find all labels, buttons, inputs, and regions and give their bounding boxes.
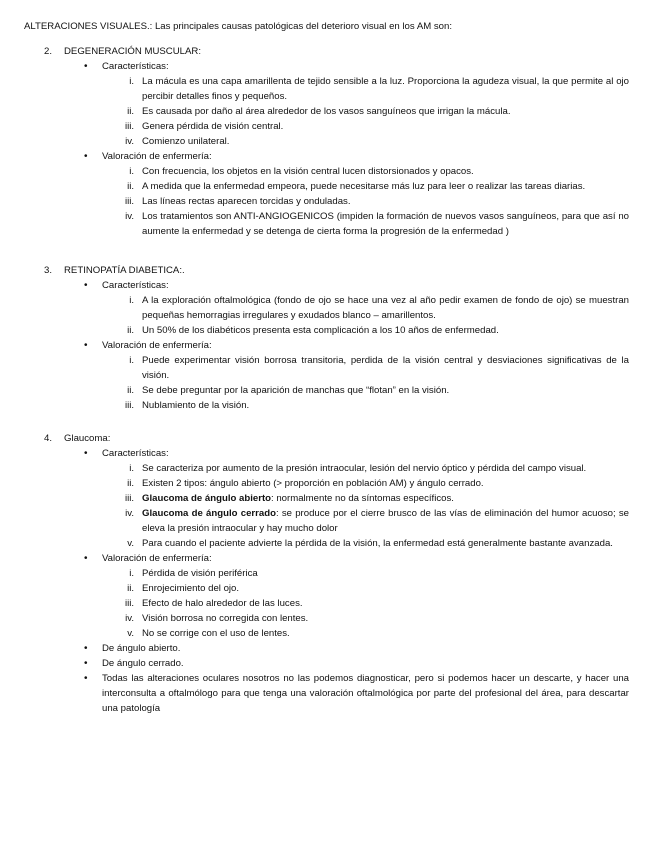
bullet-icon: • <box>84 151 88 162</box>
list-item: iv. Visión borrosa no corregida con lentes. <box>125 613 309 624</box>
section-title <box>0 44 655 59</box>
list-item: i. La mácula es una capa amarillenta de tejido sensible a la luz. Proporciona la agudeza visual, la que permite al ojo percibir detalles finos y pequeños. <box>129 76 629 102</box>
list-item: iii. Las líneas rectas aparecen torcidas y onduladas. <box>124 196 351 207</box>
list-item: ii. Enrojecimiento del ojo. <box>127 583 240 594</box>
section-title-text: RETINOPATÍA DIABETICA:. <box>64 265 185 276</box>
list-valoracion <box>0 353 655 413</box>
section-title <box>0 263 655 278</box>
section-retinopatia <box>0 263 655 413</box>
bullet-icon: • <box>84 340 88 351</box>
section-number: 3. <box>44 265 53 276</box>
section-number: 4. <box>44 433 53 444</box>
list-item: iii. Efecto de halo alrededor de las luces. <box>124 598 303 609</box>
list-caracteristicas <box>0 461 655 551</box>
intro-line: ALTERACIONES VISUALES.: Las principales causas patológicas del deterioro visual en los AM son: <box>24 21 453 32</box>
bullet-valoracion: • Valoración de enfermería: <box>84 553 212 564</box>
bullet-angulo-cerrado: • De ángulo cerrado. <box>84 658 184 669</box>
bullet-caracteristicas: • Características: <box>84 61 169 72</box>
section-number: 2. <box>44 46 53 57</box>
list-item: iii. Genera pérdida de visión central. <box>124 121 284 132</box>
bullet-caracteristicas: • Características: <box>84 448 169 459</box>
bullet-icon: • <box>84 553 88 564</box>
bullet-angulo-abierto: • De ángulo abierto. <box>84 643 181 654</box>
section-title <box>0 431 655 446</box>
list-item: ii. Es causada por daño al área alrededor de los vasos sanguíneos que irrigan la mácula. <box>127 106 511 117</box>
list-valoracion <box>0 164 655 239</box>
bullet-icon: • <box>84 280 88 291</box>
list-item: iii. Glaucoma de ángulo abierto: normalmente no da síntomas específicos. <box>124 493 454 504</box>
list-item: ii. A medida que la enfermedad empeora, puede necesitarse más luz para leer o realizar las tareas diarias. <box>127 181 586 192</box>
list-caracteristicas <box>0 74 655 149</box>
section-degeneracion <box>0 44 655 239</box>
bullet-icon: • <box>84 448 88 459</box>
bullet-caracteristicas: • Características: <box>84 280 169 291</box>
bullet-valoracion: • Valoración de enfermería: <box>84 340 212 351</box>
list-item: v. No se corrige con el uso de lentes. <box>127 628 290 639</box>
list-item: i. A la exploración oftalmológica (fondo de ojo se hace una vez al año pedir examen de fondo de ojo) se muestran pequeñas hemorragias irregulares y exudados blanco – amarillentos. <box>129 295 629 321</box>
list-item: i. Puede experimentar visión borrosa transitoria, perdida de la visión central y desviaciones significativas de la visión. <box>129 355 629 381</box>
list-item: i. Pérdida de visión periférica <box>129 568 258 579</box>
list-item: ii. Se debe preguntar por la aparición de manchas que “flotan” en la visión. <box>127 385 450 396</box>
list-item: ii. Un 50% de los diabéticos presenta esta complicación a los 10 años de enfermedad. <box>127 325 499 336</box>
bullet-valoracion: • Valoración de enfermería: <box>84 151 212 162</box>
list-item: iv. Glaucoma de ángulo cerrado: se produce por el cierre brusco de las vías de eliminación del humor acuoso; se eleva la presión intraocular y hay mucho dolor <box>125 508 629 534</box>
section-glaucoma <box>0 431 655 716</box>
list-item: iv. Los tratamientos son ANTI-ANGIOGENICOS (impiden la formación de nuevos vasos sanguíneos, para que así no aumente la enfermedad y se detenga de cierta forma la progresión de la enfermedad ) <box>125 211 629 237</box>
list-item: iii. Nublamiento de la visión. <box>124 400 250 411</box>
list-item: i. Se caracteriza por aumento de la presión intraocular, lesión del nervio óptico y pérdida del campo visual. <box>129 463 587 474</box>
section-title-text: DEGENERACIÓN MUSCULAR: <box>64 46 201 57</box>
list-item: i. Con frecuencia, los objetos en la visión central lucen distorsionados y opacos. <box>129 166 474 177</box>
bullet-icon: • <box>84 643 88 654</box>
list-caracteristicas <box>0 293 655 338</box>
list-item: ii. Existen 2 tipos: ángulo abierto (> proporción en población AM) y ángulo cerrado. <box>127 478 484 489</box>
bullet-icon: • <box>84 673 88 684</box>
list-item: iv. Comienzo unilateral. <box>125 136 230 147</box>
list-valoracion <box>0 566 655 641</box>
bullet-icon: • <box>84 61 88 72</box>
bullet-icon: • <box>84 658 88 669</box>
list-item: v. Para cuando el paciente advierte la pérdida de la visión, la enfermedad está generalmente bastante avanzada. <box>127 538 613 549</box>
section-title-text: Glaucoma: <box>64 433 111 444</box>
bullet-nota-final: • Todas las alteraciones oculares nosotros no las podemos diagnosticar, pero si podemos hacer un descarte, y hacer una interconsulta a oftalmólogo para que tenga una valoración oftalmológica por parte del profesional del área, para descartar una patología <box>84 673 629 714</box>
